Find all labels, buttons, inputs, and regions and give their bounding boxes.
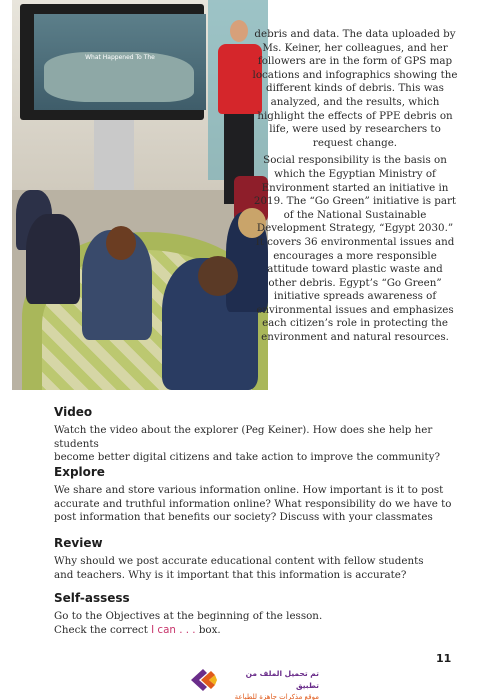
- text-line: on life, were used by researchers to: [269, 109, 453, 136]
- video-section: [54, 404, 454, 465]
- column-text: [252, 28, 458, 345]
- photo-tv-stand: [94, 120, 134, 190]
- video-heading: Video: [54, 405, 93, 419]
- logo-line-2: موقع مذكرات جاهزة للطباعة: [234, 693, 319, 700]
- text-line: 2019. The “Go Green” initiative is: [253, 195, 431, 208]
- text-line: followers are in the form of GPS map: [257, 55, 453, 68]
- text-line: Environment started an initiative in: [261, 181, 449, 194]
- explore-text-line: We share and store various information online. How important is it to post: [54, 484, 444, 496]
- photo-student: [26, 214, 80, 304]
- logo-text: [223, 668, 319, 700]
- text-line: and emphasizes each citizen’s role: [262, 303, 454, 330]
- photo-screen-caption: What Happened To The: [85, 54, 155, 61]
- text-line: request change.: [312, 136, 398, 149]
- classroom-photo: [12, 0, 268, 390]
- text-line: 2030.” It covers 36 environmental: [255, 222, 454, 248]
- photo-teacher-head: [230, 20, 248, 42]
- logo-line-1: تم تحميل الملف من تطبيق: [245, 669, 319, 690]
- logo-chevron-icon: [189, 667, 219, 693]
- text-line: highlight the effects of PPE debris: [257, 109, 437, 122]
- self-assess-text: box.: [195, 623, 221, 636]
- video-text-line: become better digital citizens and take action to improve the community?: [54, 451, 441, 464]
- text-line: in protecting the environment and: [261, 317, 448, 344]
- text-line: debris and data. The data uploaded by: [254, 28, 456, 40]
- review-heading: Review: [54, 536, 103, 550]
- self-assess-instruction: [54, 624, 454, 638]
- self-assess-text: Check the correct: [54, 623, 152, 636]
- text-line: “Go Green” initiative spreads: [273, 276, 442, 303]
- photo-tv: [20, 4, 204, 120]
- self-assess-text-line: Go to the Objectives at the beginning of the lesson.: [54, 610, 323, 622]
- review-text-line: and teachers. Why is it important that this information is accurate?: [54, 568, 407, 581]
- review-section: [54, 535, 454, 582]
- text-line: the different kinds of debris. This: [266, 68, 458, 95]
- column-paragraph-1: [252, 28, 458, 150]
- text-line: responsible attitude toward plastic: [267, 249, 437, 276]
- text-line: which the Egyptian Ministry of: [274, 167, 436, 180]
- explore-section: [54, 464, 454, 525]
- explore-text-line: post information that benefits our society? Discuss with your classmates: [54, 511, 433, 524]
- column-paragraph-2: [252, 154, 458, 344]
- text-line: Social responsibility is the basis on: [263, 154, 447, 167]
- i-can-highlight: I can . . .: [151, 623, 196, 636]
- explore-text-line: accurate and truthful information online? What responsibility do we have to: [54, 497, 452, 510]
- video-text-line: Watch the video about the explorer (Peg Keiner). How does she help her students: [54, 424, 433, 450]
- text-line: issues and encourages a more: [273, 235, 455, 262]
- text-line: waste and other debris. Egypt’s: [268, 263, 443, 289]
- text-line: was analyzed, and the results, which: [270, 82, 444, 108]
- page-number: 11: [436, 652, 452, 665]
- footer-logo: [189, 665, 319, 700]
- photo-tv-screen: [34, 14, 206, 110]
- review-text-line: Why should we post accurate educational content with fellow students: [54, 555, 424, 567]
- photo-student-head: [198, 256, 238, 296]
- text-line: natural resources.: [353, 331, 449, 344]
- explore-heading: Explore: [54, 465, 105, 479]
- text-line: Ms. Keiner, her colleagues, and her: [262, 41, 448, 54]
- text-line: part of the National Sustainable: [283, 195, 457, 221]
- self-assess-section: [54, 590, 454, 637]
- text-line: awareness of environmental issues: [256, 290, 437, 316]
- photo-student-head: [106, 226, 136, 260]
- text-line: locations and infographics showing: [252, 68, 438, 81]
- self-assess-heading: Self-assess: [54, 591, 130, 605]
- text-line: Development Strategy, “Egypt: [256, 222, 416, 235]
